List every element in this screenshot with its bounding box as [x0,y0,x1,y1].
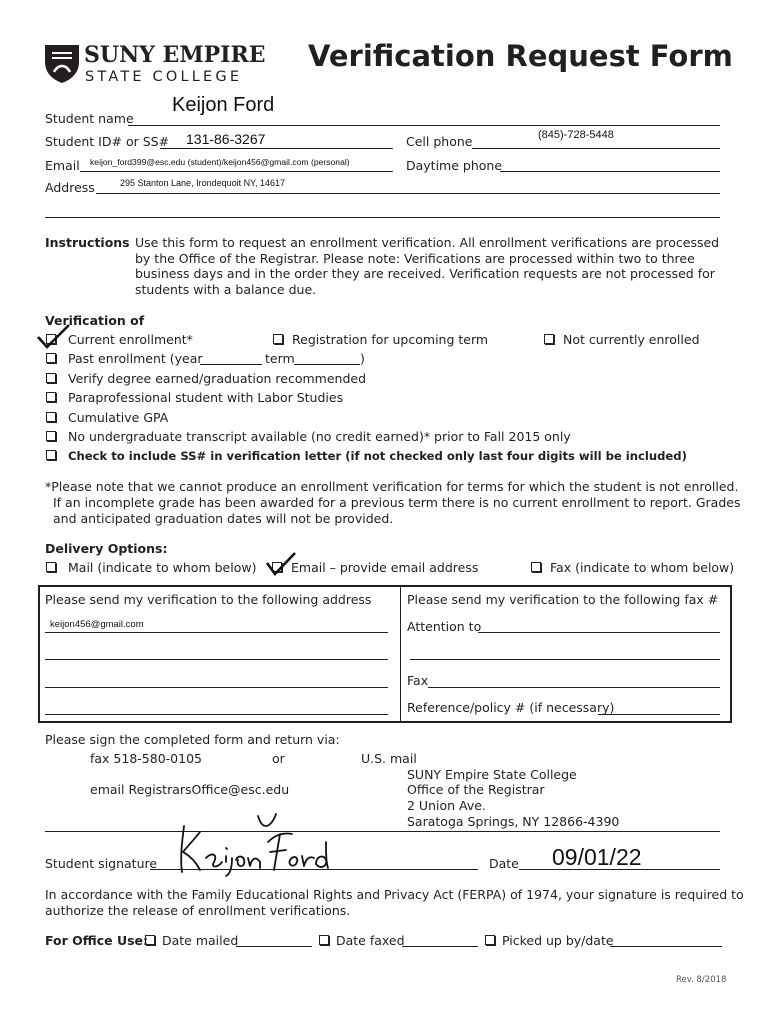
address-value[interactable]: 295 Stanton Lane, Irondequoit NY, 14617 [120,178,285,188]
email-line [80,171,393,172]
past-enrollment-checkbox[interactable] [46,353,56,363]
student-name-label: Student name [45,111,134,126]
cell-phone-line [472,148,720,149]
past-enrollment-label: Past enrollment (year [68,351,203,366]
registration-upcoming-checkbox[interactable] [273,334,283,344]
date-faxed-label: Date faxed [336,933,405,948]
mail-address-line-1: SUNY Empire State College [407,767,577,782]
send-address-line-3[interactable] [45,687,388,688]
picked-up-line[interactable] [610,946,722,947]
delivery-heading: Delivery Options: [45,541,168,556]
fax-heading: Please send my verification to the following fax # [407,592,719,607]
picked-up-checkbox[interactable] [485,935,495,945]
student-name-value[interactable]: Keijon Ford [172,94,275,116]
send-address-line-4[interactable] [45,714,388,715]
date-value[interactable]: 09/01/22 [552,844,642,870]
degree-earned-checkbox[interactable] [46,373,56,383]
student-id-line [160,148,393,149]
student-name-line [128,125,720,126]
not-enrolled-label: Not currently enrolled [563,332,700,347]
ferpa-line-1: In accordance with the Family Educational Rights and Privacy Act (FERPA) of 1974, your signature is required to [45,887,744,902]
address-heading: Please send my verification to the following address [45,592,372,607]
cell-phone-value[interactable]: (845)-728-5448 [538,129,614,141]
student-id-value[interactable]: 131-86-3267 [186,131,266,147]
past-year-line[interactable] [200,364,262,365]
reference-line[interactable] [598,714,720,715]
include-ss-checkbox[interactable] [46,450,56,460]
degree-earned-label: Verify degree earned/graduation recommended [68,371,367,386]
email-value[interactable]: keijon_ford399@esc.edu (student)/keijon456@gmail.com (personal) [90,157,350,167]
not-enrolled-checkbox[interactable] [544,334,554,344]
fax-label: Fax [407,673,429,688]
return-fax: fax 518-580-0105 [90,751,202,766]
no-transcript-checkbox[interactable] [46,431,56,441]
date-mailed-label: Date mailed [162,933,239,948]
signature-divider [45,831,720,832]
signature-label: Student signature [45,856,158,871]
no-transcript-label: No undergraduate transcript available (no credit earned)* prior to Fall 2015 only [68,429,571,444]
note-line-3: and anticipated graduation dates will not be provided. [53,511,394,526]
return-heading: Please sign the completed form and return via: [45,732,340,747]
logo-line2: STATE COLLEGE [85,69,243,85]
send-box-divider [400,587,401,721]
send-address-line-2[interactable] [45,659,388,660]
instructions-text: Use this form to request an enrollment verification. All enrollment verifications are processed by the Office of the Registrar. Please note: Verifications are processed within two to three business days and in the order they are received. Verification requests are not processed for students with a balance due. [135,235,720,297]
cell-phone-label: Cell phone [406,134,473,149]
attention-label: Attention to [407,619,482,634]
return-us-mail: U.S. mail [361,751,417,766]
mail-label: Mail (indicate to whom below) [68,560,257,575]
return-or: or [272,751,285,766]
student-id-label: Student ID# or SS# [45,134,170,149]
checkmark-icon [36,323,72,349]
picked-up-label: Picked up by/date [502,933,614,948]
send-address-line-1[interactable] [45,632,388,633]
past-term-close: ) [360,351,365,366]
revision-label: Rev. 8/2018 [676,975,727,985]
past-term-line[interactable] [294,364,360,365]
college-logo [44,44,274,90]
date-mailed-line[interactable] [236,946,312,947]
handwritten-signature [170,812,330,878]
fax-delivery-checkbox[interactable] [531,562,541,572]
daytime-phone-line[interactable] [500,171,720,172]
reference-label: Reference/policy # (if necessary) [407,700,615,715]
mail-address-line-3: 2 Union Ave. [407,798,486,813]
address-line-2[interactable] [45,217,720,218]
email-delivery-label: Email – provide email address [291,560,479,575]
date-faxed-line[interactable] [402,946,478,947]
email-label: Email [45,158,80,173]
address-label: Address [45,180,95,195]
address-line [96,193,720,194]
date-label: Date [489,856,519,871]
date-mailed-checkbox[interactable] [145,935,155,945]
paraprofessional-checkbox[interactable] [46,392,56,402]
return-email: email RegistrarsOffice@esc.edu [90,782,290,797]
daytime-phone-label: Daytime phone [406,158,503,173]
attention-line-2[interactable] [410,659,720,660]
mail-checkbox[interactable] [46,562,56,572]
ferpa-line-2: authorize the release of enrollment verifications. [45,903,351,918]
past-term-label: term [265,351,295,366]
note-line-1: *Please note that we cannot produce an enrollment verification for terms for which the student is not enrolled. [45,479,739,494]
form-title: Verification Request Form [308,39,733,73]
date-faxed-checkbox[interactable] [319,935,329,945]
attention-line[interactable] [478,632,720,633]
registration-upcoming-label: Registration for upcoming term [292,332,489,347]
office-use-label: For Office Use: [45,933,149,948]
paraprofessional-label: Paraprofessional student with Labor Studies [68,390,344,405]
verification-heading: Verification of [45,313,145,328]
logo-line1: SUNY EMPIRE [84,42,266,68]
mail-address-line-4: Saratoga Springs, NY 12866-4390 [407,814,620,829]
cumulative-gpa-checkbox[interactable] [46,412,56,422]
include-ss-label: Check to include SS# in verification letter (if not checked only last four digits will be included) [68,449,687,463]
fax-number-line[interactable] [428,687,720,688]
instructions-label: Instructions [45,235,130,250]
address-send-value[interactable]: keijon456@gmail.com [50,619,144,630]
shield-icon [44,44,80,84]
note-line-2: If an incomplete grade has been awarded for a previous term there is no current enrollment to report. Grades [53,495,741,510]
current-enrollment-label: Current enrollment* [68,332,193,347]
cumulative-gpa-label: Cumulative GPA [68,410,169,425]
mail-address-line-2: Office of the Registrar [407,782,545,797]
fax-delivery-label: Fax (indicate to whom below) [550,560,735,575]
